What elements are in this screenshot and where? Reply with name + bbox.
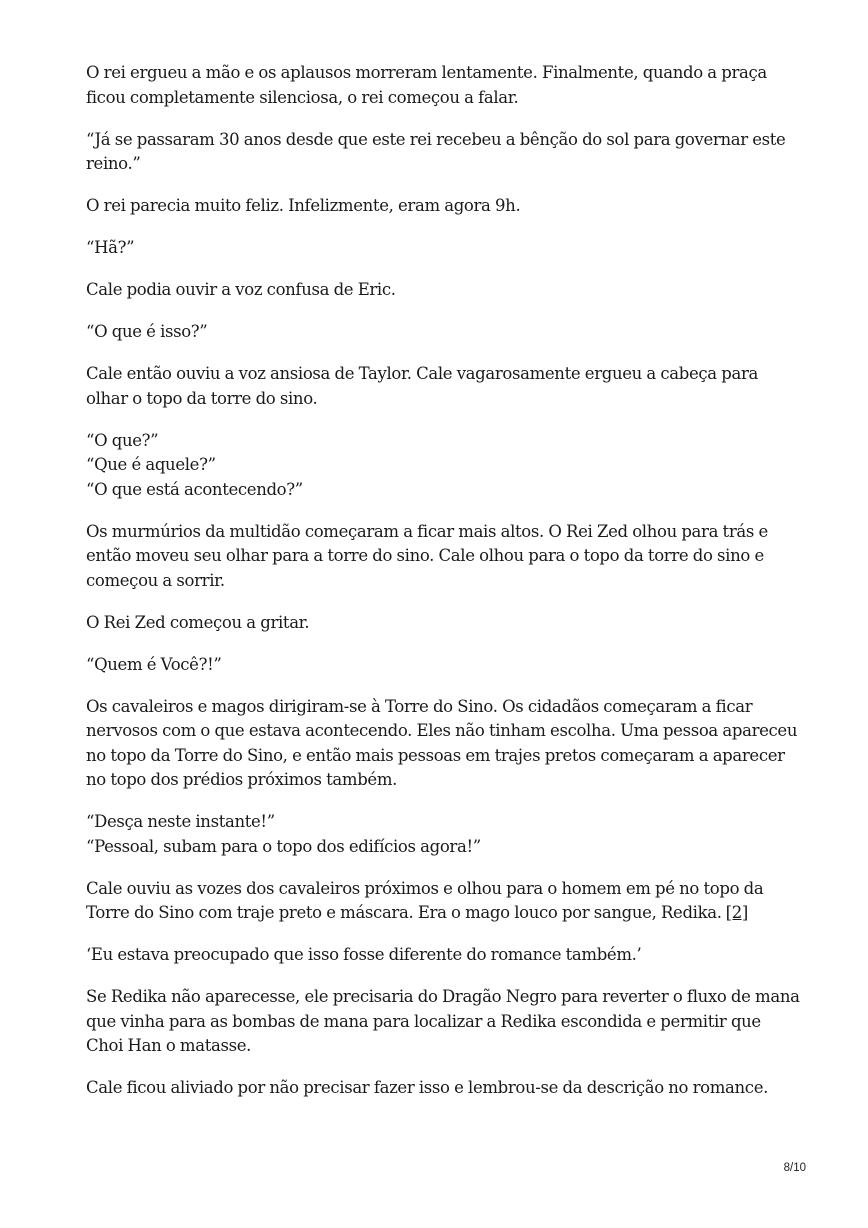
footnote-link[interactable]: [2]	[725, 903, 748, 922]
text-line: O Rei Zed começou a gritar.	[86, 612, 310, 632]
text-line: Cale ouviu as vozes dos cavaleiros próximos e olhou para o homem em pé no topo da	[86, 878, 764, 898]
text-line: que vinha para as bombas de mana para localizar a Redika escondida e permitir que	[86, 1011, 761, 1031]
paragraph-1	[86, 61, 786, 110]
text-line: O rei parecia muito feliz. Infelizmente, eram agora 9h.	[86, 196, 521, 215]
text-line: “Quem é Você?!”	[86, 654, 222, 674]
text-line-with-footnote	[86, 901, 786, 926]
text-line: “Pessoal, subam para o topo dos edifícios agora!”	[86, 836, 481, 856]
text-line: reino.”	[86, 154, 141, 173]
text-line: Cale ficou aliviado por não precisar fazer isso e lembrou-se da descrição no romance.	[86, 1078, 769, 1097]
text-line: Os murmúrios da multidão começaram a ficar mais altos. O Rei Zed olhou para trás e	[86, 521, 768, 541]
text-line: começou a sorrir.	[86, 570, 225, 590]
text-line: “O que é isso?”	[86, 322, 208, 341]
paragraph-12	[86, 695, 798, 793]
page-number: 8/10	[783, 1162, 806, 1174]
text-line: então moveu seu olhar para a torre do sino. Cale olhou para o topo da torre do sino e	[86, 546, 764, 565]
text-line: “Que é aquele?”	[86, 455, 216, 474]
paragraph-4	[86, 236, 786, 261]
paragraph-9	[86, 520, 786, 594]
text-line: Torre do Sino com traje preto e máscara. Era o mago louco por sangue, Redika.	[86, 903, 722, 922]
paragraph-14	[86, 877, 786, 926]
text-line: Cale podia ouvir a voz confusa de Eric.	[86, 280, 396, 299]
text-line: no topo da Torre do Sino, e então mais pessoas em trajes pretos começaram a aparecer	[86, 745, 785, 765]
text-line: Choi Han o matasse.	[86, 1036, 252, 1055]
text-line: “O que?”	[86, 430, 159, 450]
text-line: ficou completamente silenciosa, o rei começou a falar.	[86, 87, 519, 107]
paragraph-3	[86, 194, 786, 219]
document-body	[86, 61, 800, 1118]
paragraph-17	[86, 1076, 786, 1101]
paragraph-5	[86, 278, 786, 303]
text-line: “Já se passaram 30 anos desde que este rei recebeu a bênção do sol para governar este	[86, 129, 786, 149]
paragraph-2	[86, 128, 786, 177]
paragraph-15	[86, 943, 786, 968]
paragraph-7	[86, 362, 786, 411]
paragraph-6	[86, 320, 786, 345]
paragraph-11	[86, 653, 786, 678]
text-line: no topo dos prédios próximos também.	[86, 770, 398, 789]
text-line: O rei ergueu a mão e os aplausos morreram lentamente. Finalmente, quando a praça	[86, 63, 767, 82]
text-line: Se Redika não aparecesse, ele precisaria do Dragão Negro para reverter o fluxo de mana	[86, 987, 800, 1006]
text-line: Os cavaleiros e magos dirigiram-se à Torre do Sino. Os cidadãos começaram a ficar	[86, 696, 753, 716]
paragraph-8	[86, 429, 786, 503]
text-line: “Hã?”	[86, 238, 135, 257]
paragraph-13	[86, 810, 786, 859]
text-line: olhar o topo da torre do sino.	[86, 388, 318, 408]
text-line: ‘Eu estava preocupado que isso fosse diferente do romance também.’	[86, 945, 642, 964]
text-line: nervosos com o que estava acontecendo. Eles não tinham escolha. Uma pessoa apareceu	[86, 721, 798, 740]
text-line: “O que está acontecendo?”	[86, 479, 303, 499]
paragraph-10	[86, 611, 786, 636]
text-line: “Desça neste instante!”	[86, 812, 275, 831]
text-line: Cale então ouviu a voz ansiosa de Taylor. Cale vagarosamente ergueu a cabeça para	[86, 364, 758, 383]
paragraph-16	[86, 985, 800, 1059]
